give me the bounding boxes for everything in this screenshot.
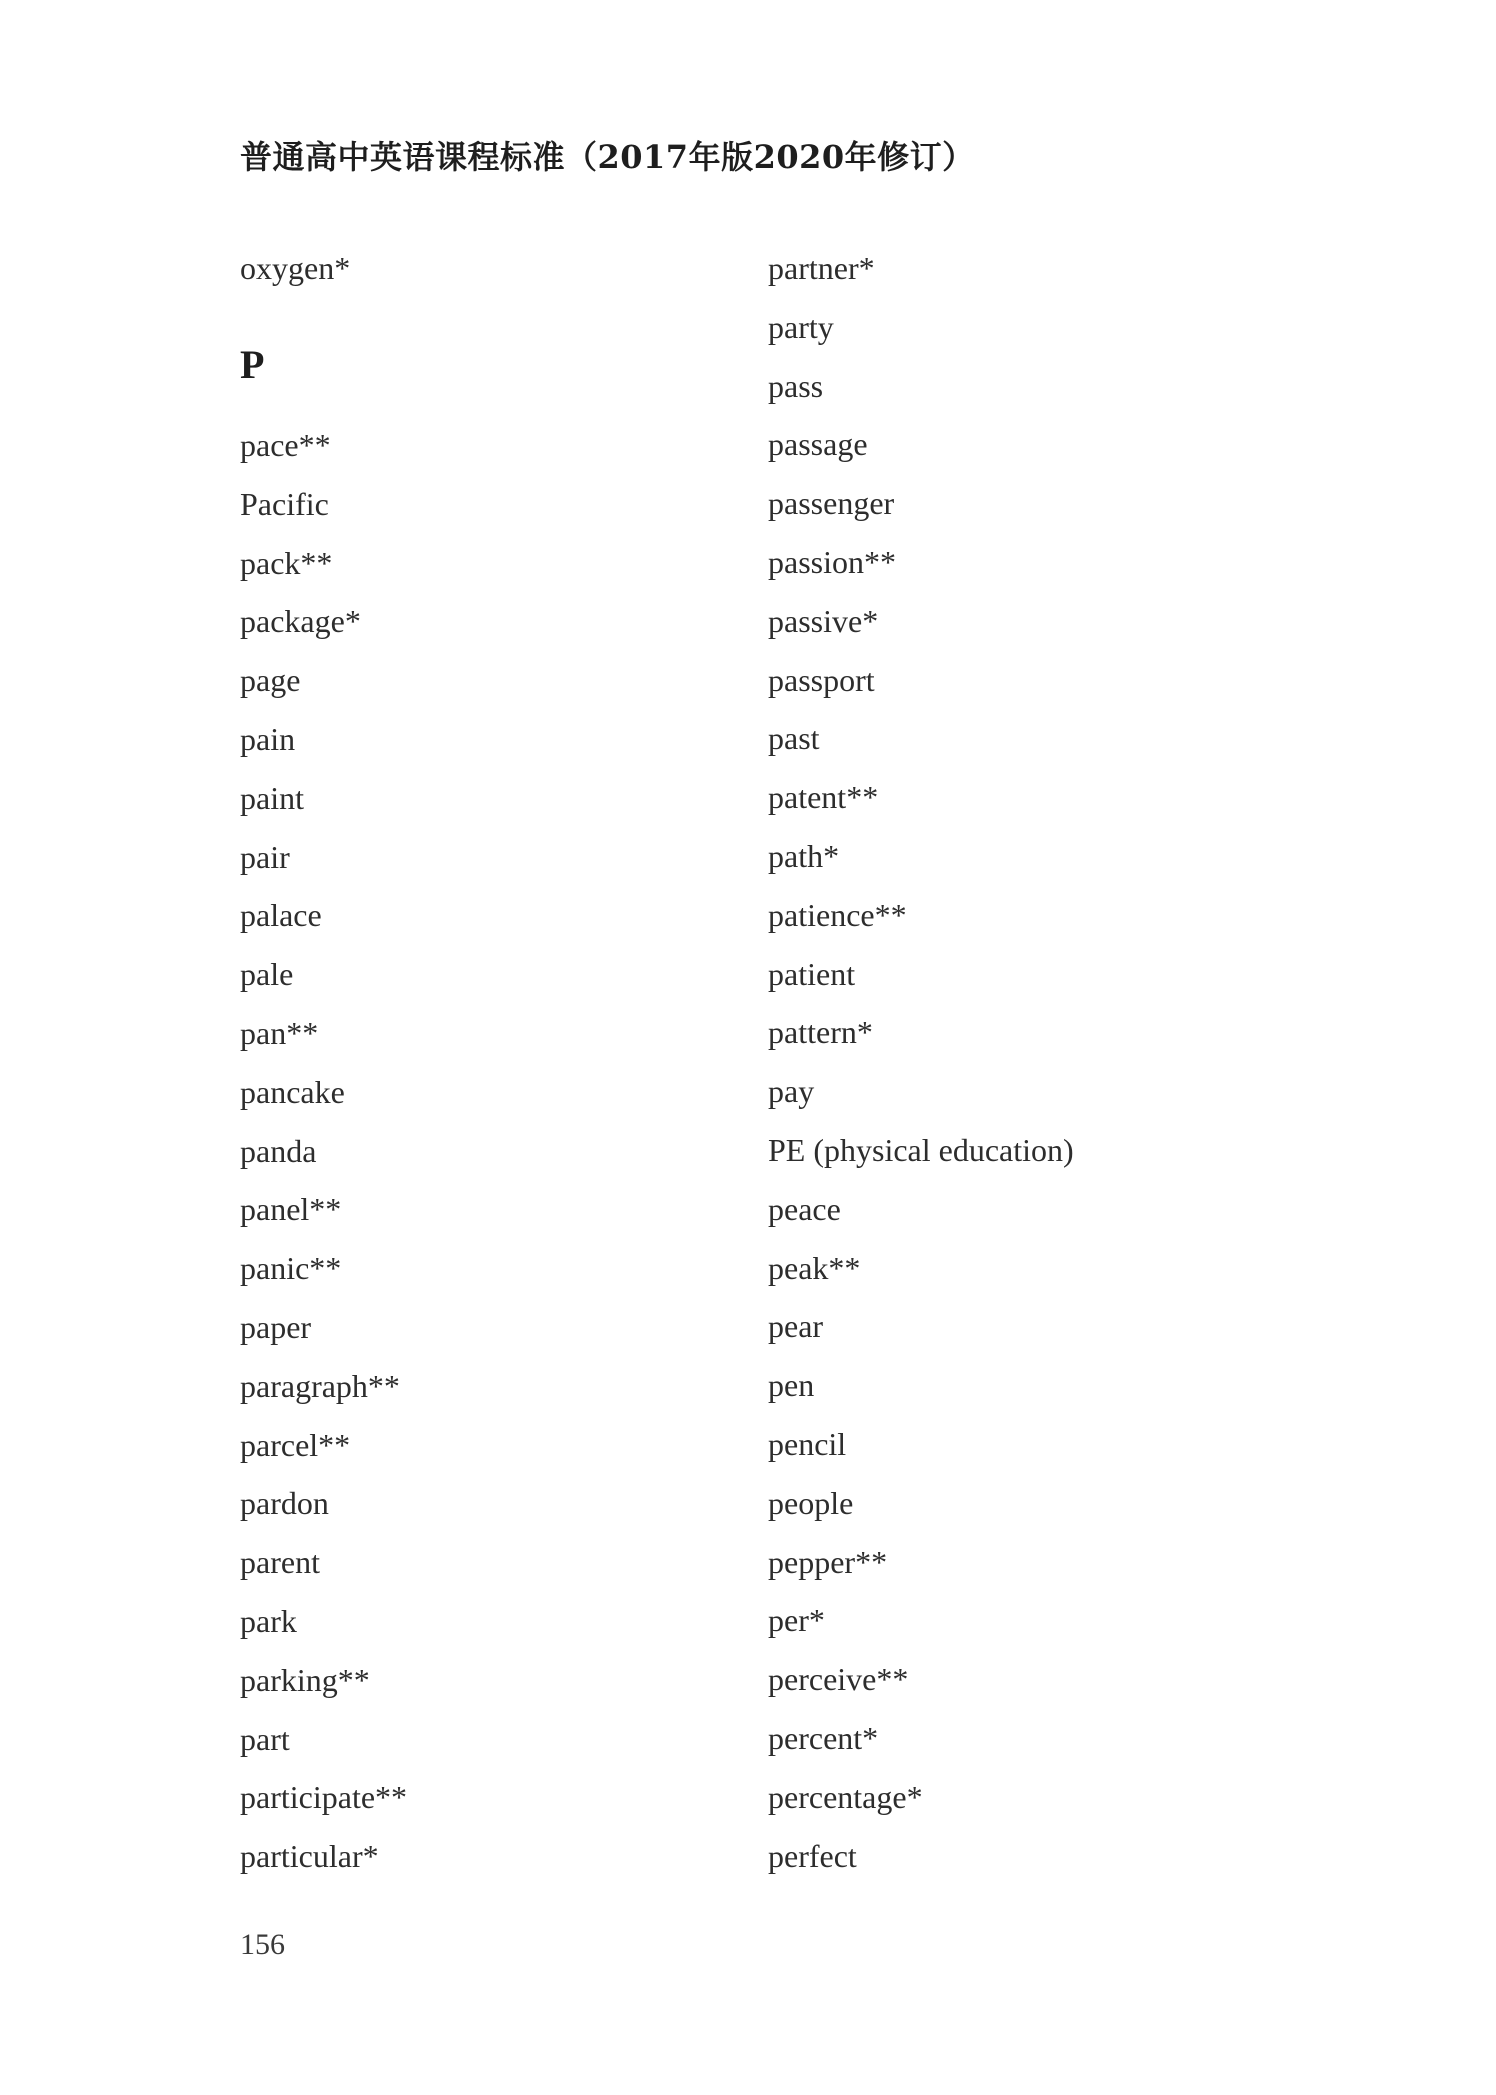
word-entry: part <box>240 1720 290 1757</box>
word-entry: perceive** <box>768 1661 909 1698</box>
word-entry: pencil <box>768 1426 847 1462</box>
word-entry: pass <box>768 367 824 404</box>
word-entry: path* <box>768 838 840 874</box>
page-number: 156 <box>240 1928 285 1961</box>
word-entry: pain <box>240 721 296 757</box>
word-entry: pen <box>768 1367 815 1404</box>
word-entry: Pacific <box>240 485 329 522</box>
word-entry: peace <box>768 1190 841 1227</box>
word-entry: per* <box>768 1602 825 1639</box>
word-entry: pan** <box>240 1015 319 1051</box>
word-entry: pattern* <box>768 1014 873 1051</box>
word-entry: package* <box>240 603 361 640</box>
word-entry: panel** <box>240 1191 342 1228</box>
word-entry: parking** <box>240 1661 370 1698</box>
word-entry: passion** <box>768 544 896 580</box>
word-entry: patient <box>768 955 856 992</box>
word-entry: pale <box>240 956 294 993</box>
word-entry: percentage* <box>768 1778 923 1815</box>
word-entry: pepper** <box>768 1543 888 1580</box>
word-entry: patience** <box>768 896 907 933</box>
word-entry: pair <box>240 838 290 875</box>
word-entry: oxygen* <box>240 250 351 286</box>
word-entry: perfect <box>768 1837 857 1874</box>
word-entry: partner* <box>768 250 875 286</box>
word-entry: peak** <box>768 1249 861 1286</box>
word-entry: parcel** <box>240 1426 351 1463</box>
word-entry: participate** <box>240 1779 408 1816</box>
word-entry: panic** <box>240 1250 342 1287</box>
word-entry: paper <box>240 1309 312 1345</box>
word-entry: pancake <box>240 1073 345 1110</box>
word-entry: passive* <box>768 602 879 639</box>
word-entry: park <box>240 1603 297 1639</box>
word-entry: party <box>768 308 834 345</box>
word-entry: panda <box>240 1132 317 1169</box>
word-entry: pack** <box>240 544 333 581</box>
word-entry: pear <box>768 1308 824 1345</box>
word-entry: particular* <box>240 1838 379 1875</box>
word-entry: page <box>240 662 301 699</box>
word-entry: palace <box>240 897 322 934</box>
section-letter: P <box>240 342 265 387</box>
word-entry: pace** <box>240 427 331 463</box>
word-entry: pay <box>768 1073 815 1110</box>
word-entry: paint <box>240 779 304 816</box>
word-entry: passenger <box>768 485 895 522</box>
word-entry: past <box>768 720 820 757</box>
word-entry: PE (physical education) <box>768 1132 1074 1168</box>
word-entry: passage <box>768 426 868 463</box>
word-entry: patent** <box>768 779 879 816</box>
word-entry: passport <box>768 661 875 698</box>
word-entry: percent* <box>768 1720 879 1756</box>
word-entry: pardon <box>240 1485 329 1522</box>
page-header-title: 普通高中英语课程标准（2017年版2020年修订） <box>240 138 975 176</box>
word-entry: parent <box>240 1544 320 1581</box>
word-entry: paragraph** <box>240 1367 400 1404</box>
word-entry: people <box>768 1484 854 1521</box>
